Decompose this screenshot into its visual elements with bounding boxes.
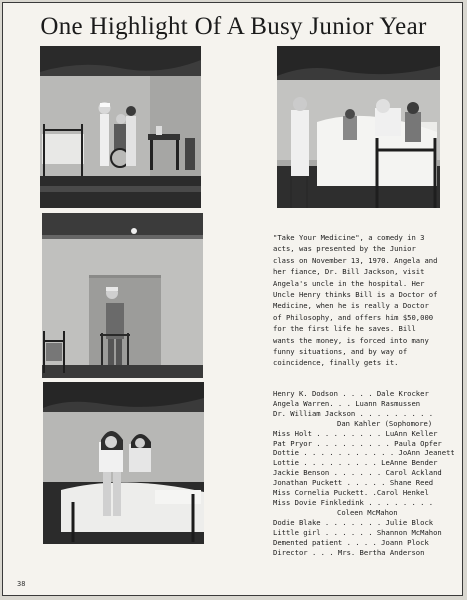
cast-entry: Dr. William Jackson . . . . . . . . .: [273, 408, 434, 418]
cast-entry: Little girl . . . . . . Shannon McMahon: [273, 527, 442, 537]
cast-entry: Jonathan Puckett . . . . . Shane Reed: [273, 478, 434, 488]
page-title: One Highlight Of A Busy Junior Year: [40, 13, 427, 40]
cast-entry: Henry K. Dodson . . . . Dale Krocker: [273, 389, 429, 398]
cast-entry: Dottie . . . . . . . . . . . JoAnn Jeanett: [273, 448, 455, 458]
cast-entry: Jackie Benson . . . . . . Carol Ackland: [273, 468, 442, 478]
stage-photo-wheelchair: [40, 46, 201, 208]
stage-photo-walker: [42, 213, 203, 378]
stage-photo-girls-on-bed: [43, 382, 204, 544]
cast-entry: Demented patient . . . . Joann Plock: [273, 537, 429, 547]
cast-entry: Angela Warren. . . Luann Rasmussen: [273, 398, 421, 408]
play-description: "Take Your Medicine", a comedy in 3 acts, was presented by the Junior class on November 13, 1970. Angela and her fiance, Dr. Bill Jackson, visit Angela's uncle in the hospital. Her Uncle Henry thinks Bill is a Doctor of Medicine, when he is really a Doctor of Philosophy, and offers him $50,000 for the first life he saves. Bill wants the money, is forced into many funny situations, and by way of coincidence, finally gets it.: [273, 233, 438, 368]
cast-entry: Pat Pryor . . . . . . . . . Paula Opfer: [273, 438, 442, 448]
cast-entry: Dan Kahler (Sophomore): [337, 418, 433, 428]
cast-entry: Miss Dovie Finkledink . . . . . . . .: [273, 497, 434, 507]
cast-entry: Dodie Blake . . . . . . . Julie Block: [273, 517, 434, 527]
cast-entry: Miss Cornelia Puckett. .Carol Henkel: [273, 488, 429, 498]
page-number: 38: [17, 580, 26, 588]
cast-entry: Coleen McMahon: [337, 507, 398, 517]
yearbook-page: [2, 2, 463, 596]
cast-entry: Miss Holt . . . . . . . . LuAnn Keller: [273, 428, 438, 438]
stage-photo-hospital-bed: [277, 46, 440, 208]
cast-list: [273, 389, 455, 557]
cast-entry: Director . . . Mrs. Bertha Anderson: [273, 547, 425, 557]
cast-entry: Lottie . . . . . . . . . LeAnne Bender: [273, 458, 438, 468]
